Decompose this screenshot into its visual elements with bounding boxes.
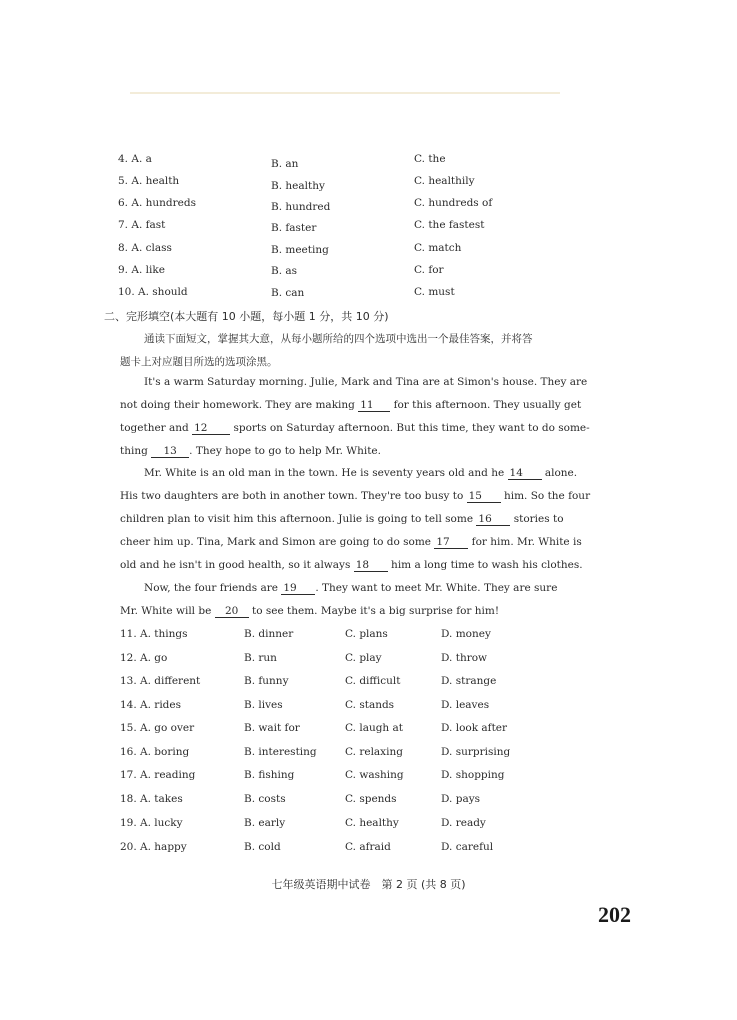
option-c: C. the fastest	[414, 219, 485, 231]
blank-11: 11	[358, 399, 390, 412]
question-row	[120, 722, 540, 742]
question-row	[120, 675, 540, 695]
passage-line: It's a warm Saturday morning. Julie, Mark and Tina are at Simon's house. They are	[144, 376, 588, 388]
choice-c: C. laugh at	[345, 722, 404, 734]
choice-b: B. fishing	[244, 769, 295, 781]
question-row	[120, 628, 540, 648]
passage-line: old and he isn't in good health, so it always 18 him a long time to wash his clothes.	[120, 559, 583, 571]
choice-a: 20. A. happy	[120, 841, 187, 853]
choice-b: B. dinner	[244, 628, 294, 640]
choice-c: C. difficult	[345, 675, 401, 687]
option-row	[118, 197, 618, 217]
option-row	[118, 219, 618, 239]
option-b: B. faster	[271, 222, 317, 234]
question-row	[120, 769, 540, 789]
choice-c: C. healthy	[345, 817, 399, 829]
choice-d: D. look after	[441, 722, 508, 734]
option-a: 5. A. health	[118, 175, 180, 187]
passage-line: thing 13 . They hope to go to help Mr. White.	[120, 445, 381, 457]
passage-line: children plan to visit him this afternoon. Julie is going to tell some 16 stories to	[120, 513, 564, 525]
choice-a: 11. A. things	[120, 628, 188, 640]
option-a: 9. A. like	[118, 264, 165, 276]
section-title: 二、完形填空(本大题有 10 小题，每小题 1 分，共 10 分)	[104, 310, 389, 323]
choice-a: 15. A. go over	[120, 722, 195, 734]
passage-line: Now, the four friends are 19 . They want to meet Mr. White. They are sure	[144, 582, 558, 594]
blank-12: 12	[192, 422, 230, 435]
question-row	[120, 652, 540, 672]
passage-line: His two daughters are both in another town. They're too busy to 15 him. So the four	[120, 490, 591, 502]
page-footer: 七年级英语期中试卷 第 2 页 (共 8 页)	[271, 878, 466, 891]
option-c: C. the	[414, 153, 446, 165]
blank-18: 18	[354, 559, 388, 572]
choice-b: B. lives	[244, 699, 283, 711]
choice-d: D. money	[441, 628, 491, 640]
choice-c: C. washing	[345, 769, 404, 781]
choice-b: B. wait for	[244, 722, 300, 734]
option-c: C. match	[414, 242, 462, 254]
option-a: 10. A. should	[118, 286, 188, 298]
passage-line: together and 12 sports on Saturday afternoon. But this time, they want to do some-	[120, 422, 590, 434]
choice-b: B. costs	[244, 793, 286, 805]
choice-d: D. shopping	[441, 769, 505, 781]
choice-a: 13. A. different	[120, 675, 201, 687]
choice-a: 19. A. lucky	[120, 817, 183, 829]
choice-c: C. stands	[345, 699, 395, 711]
blank-19: 19	[281, 582, 315, 595]
blank-14: 14	[508, 467, 542, 480]
choice-d: D. throw	[441, 652, 488, 664]
choice-a: 18. A. takes	[120, 793, 183, 805]
option-row	[118, 286, 618, 306]
option-row	[118, 264, 618, 284]
choice-a: 16. A. boring	[120, 746, 190, 758]
option-b: B. healthy	[271, 180, 325, 192]
blank-15: 15	[467, 490, 501, 503]
choice-a: 17. A. reading	[120, 769, 196, 781]
blank-13: 13	[151, 445, 189, 458]
choice-a: 14. A. rides	[120, 699, 181, 711]
question-row	[120, 746, 540, 766]
choice-b: B. interesting	[244, 746, 317, 758]
question-row	[120, 841, 540, 861]
option-b: B. can	[271, 287, 305, 299]
choice-d: D. ready	[441, 817, 486, 829]
choice-d: D. pays	[441, 793, 481, 805]
blank-20: 20	[215, 605, 249, 618]
choice-b: B. cold	[244, 841, 281, 853]
choice-b: B. run	[244, 652, 277, 664]
passage-line: Mr. White is an old man in the town. He is seventy years old and he 14 alone.	[144, 467, 578, 479]
option-c: C. healthily	[414, 175, 475, 187]
option-a: 6. A. hundreds	[118, 197, 196, 209]
option-a: 8. A. class	[118, 242, 172, 254]
question-row	[120, 699, 540, 719]
option-c: C. for	[414, 264, 444, 276]
passage-line: not doing their homework. They are making 11 for this afternoon. They usually get	[120, 399, 582, 411]
choice-c: C. play	[345, 652, 382, 664]
choice-d: D. leaves	[441, 699, 490, 711]
choice-b: B. early	[244, 817, 286, 829]
passage-line: cheer him up. Tina, Mark and Simon are going to do some 17 for him. Mr. White is	[120, 536, 582, 548]
option-b: B. an	[271, 158, 299, 170]
option-b: B. meeting	[271, 244, 329, 256]
option-b: B. hundred	[271, 201, 331, 213]
choice-d: D. strange	[441, 675, 497, 687]
option-row	[118, 153, 618, 173]
choice-c: C. afraid	[345, 841, 391, 853]
choice-c: C. relaxing	[345, 746, 403, 758]
option-a: 7. A. fast	[118, 219, 166, 231]
option-row	[118, 242, 618, 262]
blank-17: 17	[434, 536, 468, 549]
choice-d: D. surprising	[441, 746, 511, 758]
option-a: 4. A. a	[118, 153, 152, 165]
choice-a: 12. A. go	[120, 652, 168, 664]
option-b: B. as	[271, 265, 298, 277]
question-row	[120, 817, 540, 837]
top-rule	[130, 92, 560, 94]
choice-b: B. funny	[244, 675, 289, 687]
option-c: C. must	[414, 286, 455, 298]
option-row	[118, 175, 618, 195]
option-c: C. hundreds of	[414, 197, 493, 209]
passage-line: Mr. White will be 20 to see them. Maybe it's a big surprise for him!	[120, 605, 500, 617]
question-row	[120, 793, 540, 813]
instruction-line: 题卡上对应题目所选的选项涂黑。	[120, 356, 278, 368]
choice-d: D. careful	[441, 841, 494, 853]
choice-c: C. plans	[345, 628, 388, 640]
choice-c: C. spends	[345, 793, 397, 805]
instruction-line: 通读下面短文，掌握其大意，从每小题所给的四个选项中选出一个最佳答案，并将答	[144, 333, 533, 345]
page-number: 202	[598, 902, 631, 927]
blank-16: 16	[476, 513, 510, 526]
